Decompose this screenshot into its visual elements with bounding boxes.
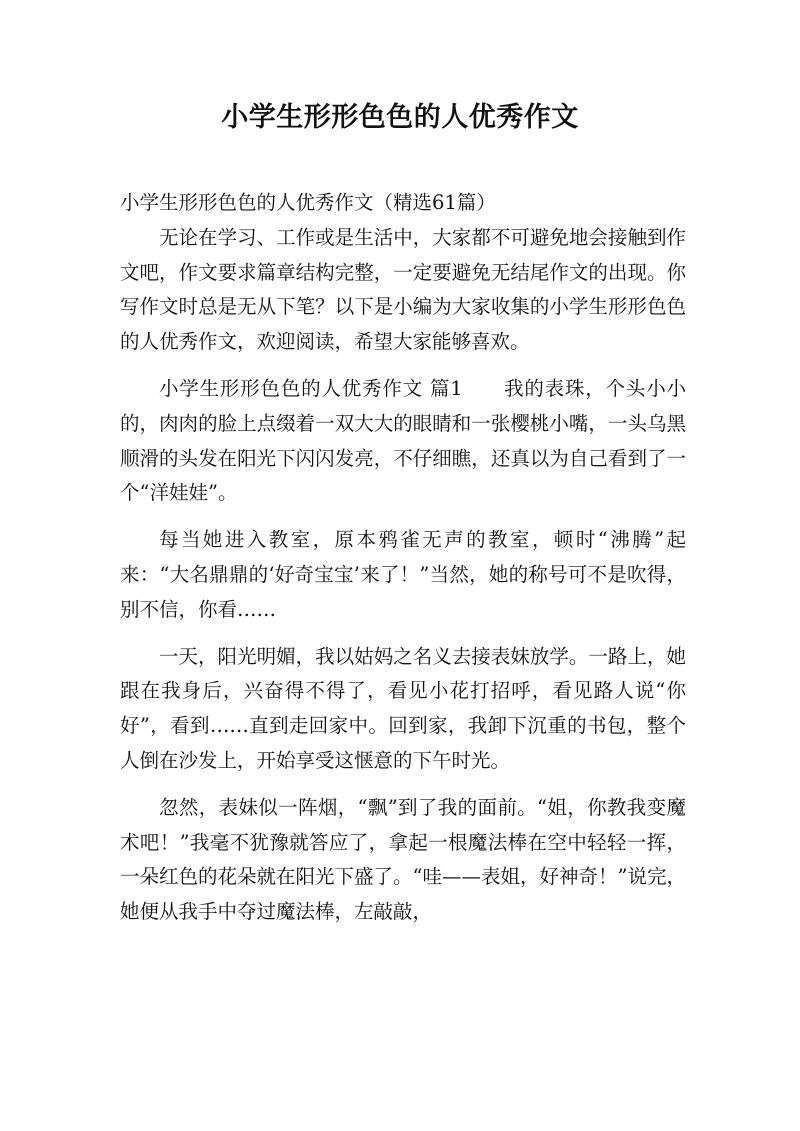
document-body [120, 186, 686, 930]
paragraph-3: 一天，阳光明媚，我以姑妈之名义去接表妹放学。一路上，她跟在我身后，兴奋得不得了，看见小花打招呼，看见路人说“你好”，看到……直到走回家中。回到家，我卸下沉重的书包，整个人倒在沙发上，开始享受这惬意的下午时光。 [120, 644, 686, 772]
document-title: 小学生形形色色的人优秀作文 [221, 102, 579, 133]
paragraph-4: 忽然，表妹似一阵烟，“飘”到了我的面前。“姐，你教我变魔术吧！”我毫不犹豫就答应了，拿起一根魔法棒在空中轻轻一挥，一朵红色的花朵就在阳光下盛了。“哇——表姐，好神奇！”说完，她便从我手中夺过魔法棒，左敲敲， [120, 795, 686, 924]
paragraph-1: 小学生形形色色的人优秀作文 篇1 我的表珠，个头小小的，肉肉的脸上点缀着一双大大的眼睛和一张樱桃小嘴，一头乌黑顺滑的头发在阳光下闪闪发亮，不仔细瞧，还真以为自己看到了一个“洋娃娃”。 [120, 376, 686, 505]
paragraph-2: 每当她进入教室，原本鸦雀无声的教室，顿时“沸腾”起来：“大名鼎鼎的‘好奇宝宝’来了！”当然，她的称号可不是吹得，别不信，你看…… [120, 528, 686, 621]
document-subtitle: 小学生形形色色的人优秀作文（精选61篇） [120, 191, 496, 214]
paragraph-intro: 无论在学习、工作或是生活中，大家都不可避免地会接触到作文吧，作文要求篇章结构完整，一定要避免无结尾作文的出现。你写作文时总是无从下笔？以下是小编为大家收集的小学生形形色色的人优秀作文，欢迎阅读，希望大家能够喜欢。 [120, 225, 686, 354]
